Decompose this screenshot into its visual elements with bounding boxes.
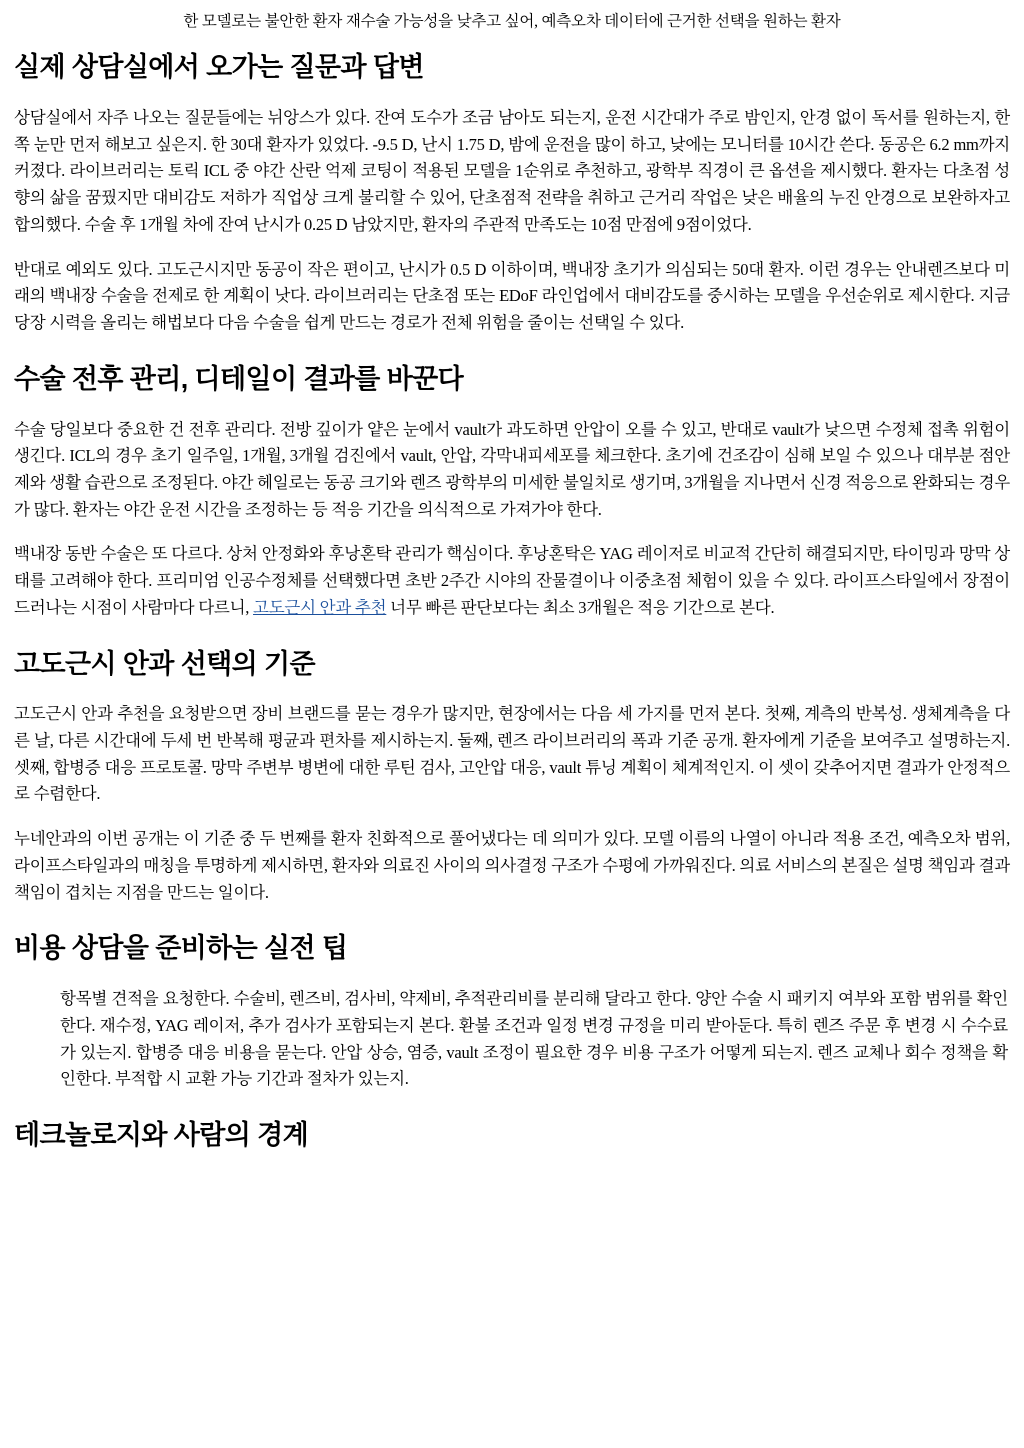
inline-link-high-myopia-clinic[interactable]: 고도근시 안과 추천 <box>253 597 387 617</box>
tips-block <box>14 986 1010 1093</box>
paragraph-with-link <box>14 541 1010 621</box>
paragraph-text-after-link: 너무 빠른 판단보다는 최소 3개월은 적응 기간으로 본다. <box>386 597 775 617</box>
section-heading-consultation-qa: 실제 상담실에서 오가는 질문과 답변 <box>14 52 424 83</box>
section-heading-technology-and-people: 테크놀로지와 사람의 경계 <box>14 1119 309 1150</box>
paragraph: 수술 당일보다 중요한 건 전후 관리다. 전방 깊이가 얕은 눈에서 vault가 과도하면 안압이 오를 수 있고, 반대로 vault가 낮으면 수정체 접촉 위험이 생긴다. ICL의 경우 초기 일주일, 1개월, 3개월 검진에서 vault, 안압, 각막내피세포를 체크한다. 초기에 건조감이 심해 보일 수 있으나 대부분 점안제와 생활 습관으로 조정된다. 야간 헤일로는 동공 크기와 렌즈 광학부의 미세한 불일치로 생기며, 3개월을 지나면서 신경 적응으로 완화되는 경우가 많다. 환자는 야간 운전 시간을 조정하는 등 적응 기간을 의식적으로 가져가야 한다. <box>14 419 1010 519</box>
paragraph: 반대로 예외도 있다. 고도근시지만 동공이 작은 편이고, 난시가 0.5 D 이하이며, 백내장 초기가 의심되는 50대 환자. 이런 경우는 안내렌즈보다 미래의 백내장 수술을 전제로 한 계획이 낫다. 라이브러리는 단초점 또는 EDoF 라인업에서 대비감도를 중시하는 모델을 우선순위로 제시한다. 지금 당장 시력을 올리는 해법보다 다음 수술을 쉽게 만드는 경로가 전체 위험을 줄이는 선택일 수 있다. <box>14 259 1010 333</box>
paragraph: 상담실에서 자주 나오는 질문들에는 뉘앙스가 있다. 잔여 도수가 조금 남아도 되는지, 운전 시간대가 주로 밤인지, 안경 없이 독서를 원하는지, 한쪽 눈만 먼저 해보고 싶은지. 한 30대 환자가 있었다. -9.5 D, 난시 1.75 D, 밤에 운전을 많이 하고, 낮에는 모니터를 10시간 쓴다. 동공은 6.2 mm까지 커졌다. 라이브러리는 토릭 ICL 중 야간 산란 억제 코팅이 적용된 모델을 1순위로 추천하고, 광학부 직경이 큰 옵션을 제시했다. 환자는 다초점 성향의 삶을 꿈꿨지만 대비감도 저하가 직업상 크게 불리할 수 있어, 단초점적 전략을 취하고 근거리 작업은 낮은 배율의 누진 안경으로 보완하자고 합의했다. 수술 후 1개월 차에 잔여 난시가 0.25 D 남았지만, 환자의 주관적 만족도는 10점 만점에 9점이었다. <box>14 108 1010 234</box>
paragraph: 고도근시 안과 추천을 요청받으면 장비 브랜드를 묻는 경우가 많지만, 현장에서는 다음 세 가지를 먼저 본다. 첫째, 계측의 반복성. 생체계측을 다른 날, 다른 시간대에 두세 번 반복해 평균과 편차를 제시하는지. 둘째, 렌즈 라이브러리의 폭과 기준 공개. 환자에게 기준을 보여주고 설명하는지. 셋째, 합병증 대응 프로토콜. 망막 주변부 병변에 대한 루틴 검사, 고안압 대응, vault 튜닝 계획이 체계적인지. 이 셋이 갖추어지면 결과가 안정적으로 수렴한다. <box>14 704 1010 804</box>
section-heading-cost-consultation-tips: 비용 상담을 준비하는 실전 팁 <box>14 933 348 964</box>
paragraph-text-before-link: 백내장 동반 수술은 또 다르다. 상처 안정화와 후낭혼탁 관리가 핵심이다. 후낭혼탁은 YAG 레이저로 비교적 간단히 해결되지만, 타이밍과 망막 상태를 고려해야 한다. 프리미엄 인공수정체를 선택했다면 초반 2주간 시야의 잔물결이나 이중초점 체험이 있을 수 있다. 라이프스타일에서 장점이 드러나는 시점이 사람마다 다르니, <box>14 544 1010 617</box>
lead-line: 한 모델로는 불안한 환자 재수술 가능성을 낮추고 싶어, 예측오차 데이터에 근거한 선택을 원하는 환자 <box>183 13 841 30</box>
section-heading-clinic-selection-criteria: 고도근시 안과 선택의 기준 <box>14 648 316 679</box>
tips-paragraph: 항목별 견적을 요청한다. 수술비, 렌즈비, 검사비, 약제비, 추적관리비를 분리해 달라고 한다. 양안 수술 시 패키지 여부와 포함 범위를 확인한다. 재수정, YAG 레이저, 추가 검사가 포함되는지 본다. 환불 조건과 일정 변경 규정을 미리 받아둔다. 특히 렌즈 주문 후 변경 시 수수료가 있는지. 합병증 대응 비용을 묻는다. 안압 상승, 염증, vault 조정이 필요한 경우 비용 구조가 어떻게 되는지. 렌즈 교체나 회수 정책을 확인한다. 부적합 시 교환 가능 기간과 절차가 있는지. <box>60 989 1008 1089</box>
section-heading-perioperative-care: 수술 전후 관리, 디테일이 결과를 바꾼다 <box>14 363 464 394</box>
paragraph: 누네안과의 이번 공개는 이 기준 중 두 번째를 환자 친화적으로 풀어냈다는 데 의미가 있다. 모델 이름의 나열이 아니라 적용 조건, 예측오차 범위, 라이프스타일과의 매칭을 투명하게 제시하면, 환자와 의료진 사이의 의사결정 구조가 수평에 가까워진다. 의료 서비스의 본질은 설명 책임과 결과 책임이 겹치는 지점을 만드는 일이다. <box>14 829 1010 902</box>
